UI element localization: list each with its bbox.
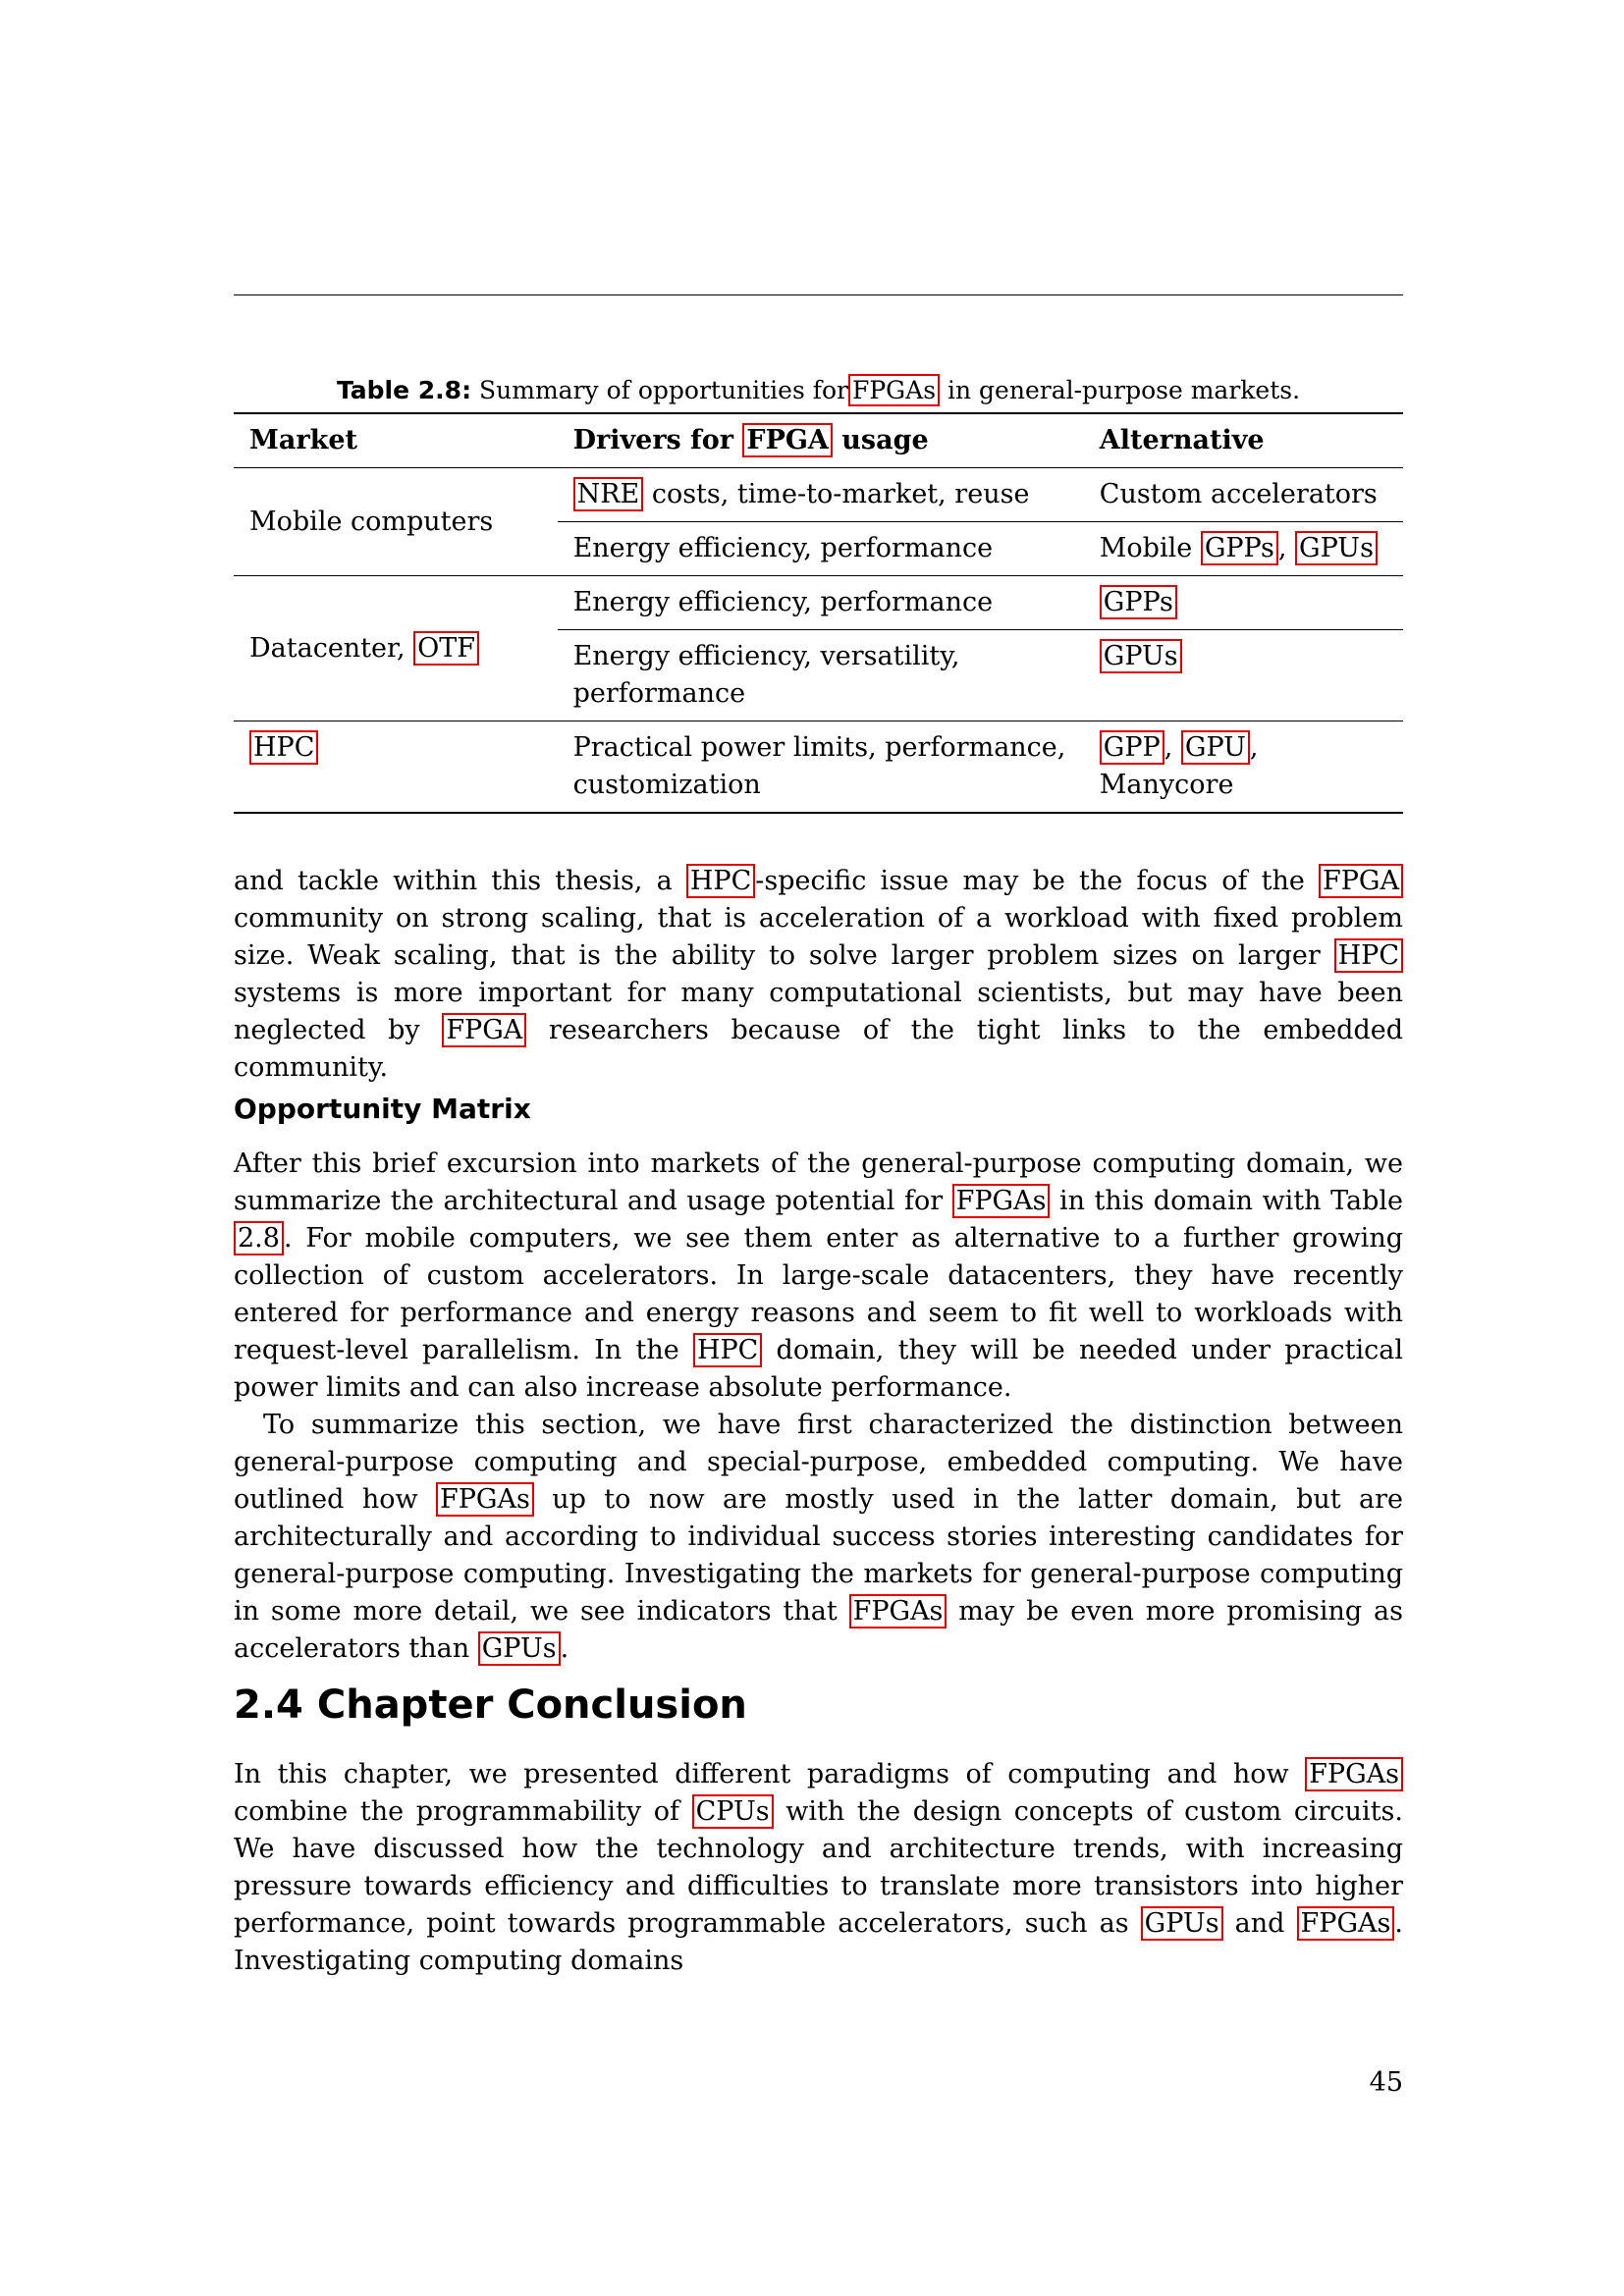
acronym-link-fpga[interactable]: FPGA xyxy=(742,423,832,457)
cell-alternative xyxy=(1084,630,1403,721)
paragraph-summary: To summarize this section, we have first characterized the distinction between general-purpose computing and special-purpose, embedded computing. We have outlined how FPGAs up to now are mostly used in the latter domain, but are architecturally and according to individual success stories interesting candidates for general-purpose computing. Investigating the markets for general-purpose computing in some more detail, we see indicators that FPGAs may be even more promising as accelerators than GPUs . xyxy=(234,1410,1403,1664)
cell-alternative: GPP , GPU , Manycore xyxy=(1084,721,1403,814)
section-heading xyxy=(234,1682,747,1728)
table-caption-text: Summary of opportunities for xyxy=(479,376,849,404)
acronym-link-gpus[interactable]: GPUs xyxy=(1100,639,1182,673)
acronym-link-fpgas[interactable]: FPGAs xyxy=(849,1594,947,1629)
cell-alternative: Custom accelerators xyxy=(1084,468,1403,522)
page-number: 45 xyxy=(1369,2067,1403,2098)
paragraph-scaling: and tackle within this thesis, a HPC -specific issue may be the focus of the FPGA community on strong scaling, that is acceleration of a workload with fixed problem size. Weak scaling, that is the ability to solve larger problem sizes on larger HPC systems is more important for many computational scientists, but may have been neglected by FPGA researchers because of the tight links to the embedded community. xyxy=(234,866,1403,1083)
paragraph-opportunity-matrix: After this brief excursion into markets of the general-purpose computing domain, we summarize the architectural and usage potential for FPGAs in this domain with Table 2.8 . For mobile computers, we see them enter as alternative to a further growing collection of custom accelerators. In large-scale datacenters, they have recently entered for performance and energy reasons and seem to fit well to workloads with request-level parallelism. In the HPC domain, they will be needed under practical power limits and can also increase absolute performance. To summarize this section, we have first characterized the distinction between general-purpose computing and special-purpose, embedded computing. We have outlined how FPGAs up to now are mostly used in the latter domain, but are architecturally and according to individual success stories interesting candidates for general-purpose computing. Investigating the markets for general-purpose computing in some more detail, we see indicators that FPGAs may be even more promising as accelerators than GPUs . xyxy=(234,1146,1403,1668)
acronym-link-gpps[interactable]: GPPs xyxy=(1100,585,1177,619)
acronym-link-otf[interactable]: OTF xyxy=(413,631,479,666)
table-row xyxy=(234,576,1403,630)
paragraph-conclusion: In this chapter, we presented different paradigms of computing and how FPGAs combine the programmability of CPUs with the design concepts of custom circuits. We have discussed how the technology and architecture trends, with increasing pressure towards efficiency and difficulties to translate more transistors into higher performance, point towards programmable accelerators, such as GPUs and FPGAs . Investigating computing domains xyxy=(234,1759,1403,1976)
cell-market-mobile: Mobile computers xyxy=(234,468,558,576)
table-row xyxy=(234,468,1403,522)
acronym-link-gpps[interactable]: GPPs xyxy=(1201,531,1278,565)
table-reference-link[interactable]: 2.8 xyxy=(234,1221,284,1255)
cell-driver: NRE costs, time-to-market, reuse xyxy=(558,468,1084,522)
acronym-link-fpgas[interactable]: FPGAs xyxy=(1305,1757,1403,1791)
acronym-link-gpp[interactable]: GPP xyxy=(1100,730,1164,765)
acronym-link-fpga[interactable]: FPGA xyxy=(1319,864,1403,898)
table-caption-label: Table 2.8: xyxy=(336,376,472,404)
header-drivers: Drivers for FPGA usage xyxy=(572,425,929,455)
cell-alternative: Mobile GPPs , GPUs xyxy=(1084,522,1403,576)
acronym-link-fpgas[interactable]: FPGAs xyxy=(436,1482,534,1517)
acronym-link-cpus[interactable]: CPUs xyxy=(692,1794,774,1829)
acronym-link-fpga[interactable]: FPGA xyxy=(442,1013,526,1047)
cell-alternative xyxy=(1084,576,1403,630)
header-alternative: Alternative xyxy=(1099,425,1265,455)
acronym-link-hpc[interactable]: HPC xyxy=(686,864,755,898)
cell-driver: Energy efficiency, versatility, performance xyxy=(558,630,1084,721)
cell-driver: Energy efficiency, performance xyxy=(558,522,1084,576)
acronym-link-gpus[interactable]: GPUs xyxy=(1141,1906,1223,1941)
header-market: Market xyxy=(249,425,357,455)
acronym-link-fpgas[interactable]: FPGAs xyxy=(1297,1906,1395,1941)
subheading-opportunity-matrix: Opportunity Matrix xyxy=(234,1093,531,1125)
table-caption-text-end: in general-purpose markets. xyxy=(947,376,1301,404)
section-number: 2.4 xyxy=(234,1682,303,1728)
cell-driver: Practical power limits, performance, customization xyxy=(558,721,1084,814)
table-row xyxy=(234,721,1403,814)
acronym-link-hpc[interactable]: HPC xyxy=(1334,938,1403,973)
table-header-row xyxy=(234,413,1403,468)
acronym-link-fpgas[interactable]: FPGAs xyxy=(952,1184,1051,1218)
acronym-link-gpus[interactable]: GPUs xyxy=(1295,531,1378,565)
cell-driver: Energy efficiency, performance xyxy=(558,576,1084,630)
acronym-link-gpu[interactable]: GPU xyxy=(1181,730,1250,765)
acronym-link-gpus[interactable]: GPUs xyxy=(478,1631,561,1666)
opportunity-table xyxy=(234,412,1403,814)
section-title: Chapter Conclusion xyxy=(316,1682,747,1728)
table-caption xyxy=(234,375,1403,406)
cell-market-hpc xyxy=(234,721,558,814)
acronym-link-fpgas[interactable]: FPGAs xyxy=(848,374,940,406)
acronym-link-nre[interactable]: NRE xyxy=(573,477,644,511)
acronym-link-hpc[interactable]: HPC xyxy=(693,1333,762,1367)
header-rule xyxy=(234,294,1403,295)
cell-market-datacenter: Datacenter, OTF xyxy=(234,576,558,721)
acronym-link-hpc[interactable]: HPC xyxy=(249,730,318,765)
